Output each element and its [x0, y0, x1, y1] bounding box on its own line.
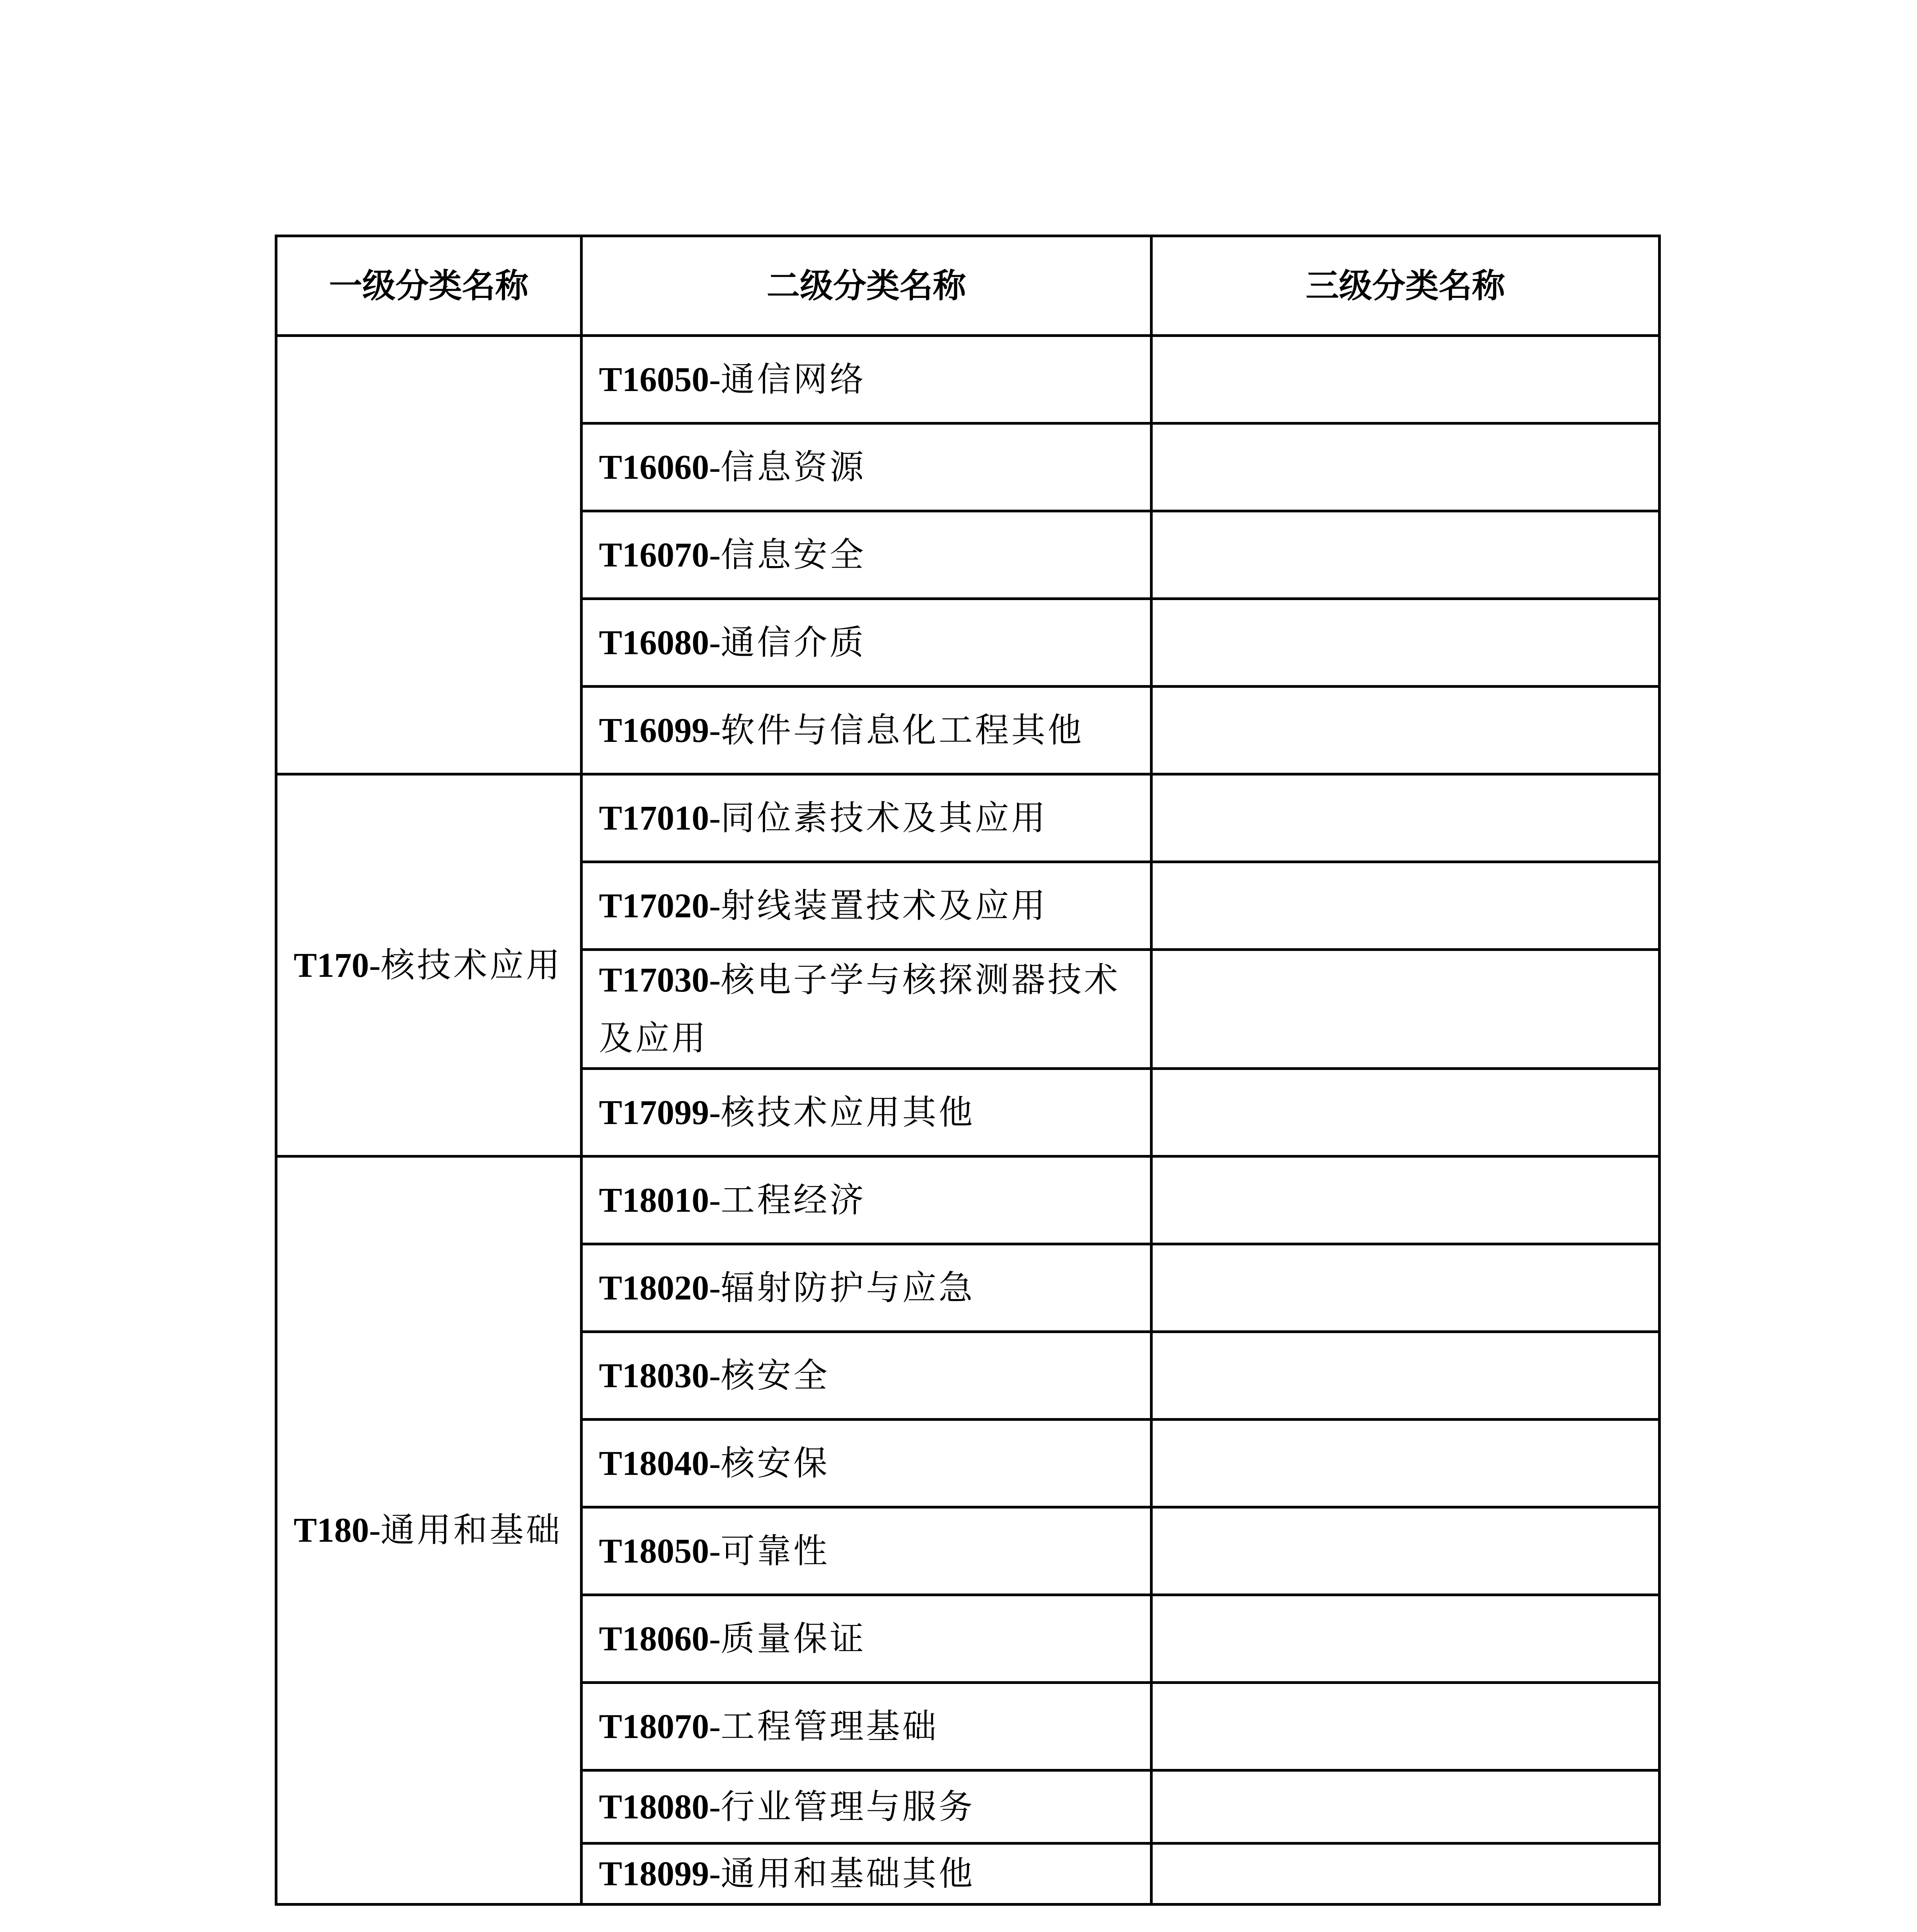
- level2-name: 核技术应用其他: [721, 1092, 975, 1132]
- level2-name: 质量保证: [721, 1618, 866, 1658]
- level3-cell: [1152, 1595, 1660, 1683]
- level2-cell: [582, 774, 1152, 862]
- level1-cell: [276, 1156, 582, 1905]
- level2-code: T18030: [599, 1356, 709, 1395]
- table-row: [276, 336, 1660, 423]
- level2-name: 核安保: [721, 1443, 830, 1483]
- level2-name: 同位素技术及其应用: [721, 798, 1048, 838]
- header-row: [276, 236, 1660, 336]
- table-row: [276, 1156, 1660, 1244]
- level3-cell: [1152, 1770, 1660, 1844]
- level2-code: T16050: [599, 360, 709, 399]
- level2-cell: [582, 862, 1152, 950]
- level2-name: 核电子学与核探测器技术及应用: [599, 960, 1121, 1058]
- separator: -: [709, 799, 721, 837]
- level2-cell: [582, 1332, 1152, 1420]
- header-level1: 一级分类名称: [276, 236, 582, 336]
- level2-cell: [582, 1770, 1152, 1844]
- separator: -: [709, 961, 721, 999]
- level2-cell: [582, 1420, 1152, 1507]
- separator: -: [709, 886, 721, 925]
- separator: -: [709, 1093, 721, 1132]
- level3-cell: [1152, 1507, 1660, 1595]
- level2-name: 工程管理基础: [721, 1706, 939, 1746]
- level1-name: 通用和基础: [381, 1510, 563, 1550]
- level2-code: T18010: [599, 1181, 709, 1219]
- level2-code: T17099: [599, 1093, 709, 1132]
- level2-cell: [582, 1156, 1152, 1244]
- level3-cell: [1152, 1420, 1660, 1507]
- level2-name: 信息安全: [721, 534, 866, 575]
- separator: -: [709, 1356, 721, 1395]
- level2-cell: [582, 423, 1152, 511]
- table-row: [276, 774, 1660, 862]
- level3-cell: [1152, 511, 1660, 599]
- level2-name: 可靠性: [721, 1531, 830, 1571]
- level3-cell: [1152, 1332, 1660, 1420]
- separator: -: [709, 1444, 721, 1483]
- level2-cell: [582, 1069, 1152, 1156]
- level2-name: 软件与信息化工程其他: [721, 710, 1084, 750]
- level1-code: T170: [294, 946, 369, 985]
- separator: -: [709, 448, 721, 486]
- level2-name: 工程经济: [721, 1180, 866, 1220]
- level3-cell: [1152, 687, 1660, 774]
- level2-code: T18040: [599, 1444, 709, 1483]
- separator: -: [709, 1787, 721, 1826]
- level2-code: T18070: [599, 1707, 709, 1746]
- level2-cell: [582, 1507, 1152, 1595]
- separator: -: [709, 1269, 721, 1307]
- level2-code: T18050: [599, 1532, 709, 1570]
- level2-code: T18020: [599, 1269, 709, 1307]
- level2-cell: [582, 511, 1152, 599]
- level3-cell: [1152, 862, 1660, 950]
- level2-code: T18099: [599, 1855, 709, 1893]
- level3-cell: [1152, 1683, 1660, 1770]
- classification-table: [275, 235, 1661, 1906]
- level2-code: T16060: [599, 448, 709, 486]
- level2-name: 通信介质: [721, 622, 866, 662]
- separator: -: [369, 946, 381, 985]
- level2-cell: [582, 950, 1152, 1069]
- level2-code: T18080: [599, 1787, 709, 1826]
- separator: -: [709, 1532, 721, 1570]
- level3-cell: [1152, 774, 1660, 862]
- level3-cell: [1152, 950, 1660, 1069]
- level2-cell: [582, 687, 1152, 774]
- separator: -: [709, 623, 721, 662]
- level1-cell-empty: [276, 336, 582, 774]
- level2-name: 行业管理与服务: [721, 1786, 975, 1827]
- level2-name: 射线装置技术及应用: [721, 885, 1048, 925]
- level2-cell: [582, 1595, 1152, 1683]
- header-level3: 三级分类名称: [1152, 236, 1660, 336]
- level2-name: 核安全: [721, 1355, 830, 1395]
- level2-code: T16070: [599, 536, 709, 574]
- level3-cell: [1152, 1244, 1660, 1332]
- level2-name: 辐射防护与应急: [721, 1267, 975, 1308]
- level2-cell: [582, 1844, 1152, 1905]
- level1-cell: [276, 774, 582, 1156]
- level3-cell: [1152, 1156, 1660, 1244]
- level2-code: T16080: [599, 623, 709, 662]
- level2-code: T17020: [599, 886, 709, 925]
- level2-code: T17030: [599, 961, 709, 999]
- separator: -: [709, 1855, 721, 1893]
- level2-code: T16099: [599, 711, 709, 750]
- header-level2: 二级分类名称: [582, 236, 1152, 336]
- separator: -: [709, 360, 721, 399]
- level1-name: 核技术应用: [381, 945, 563, 985]
- separator: -: [369, 1511, 381, 1549]
- level3-cell: [1152, 336, 1660, 423]
- level3-cell: [1152, 1069, 1660, 1156]
- level2-cell: [582, 1244, 1152, 1332]
- separator: -: [709, 536, 721, 574]
- level2-cell: [582, 336, 1152, 423]
- level2-name: 通信网络: [721, 359, 866, 399]
- separator: -: [709, 711, 721, 750]
- separator: -: [709, 1619, 721, 1658]
- separator: -: [709, 1707, 721, 1746]
- level2-code: T18060: [599, 1619, 709, 1658]
- level3-cell: [1152, 423, 1660, 511]
- level2-code: T17010: [599, 799, 709, 837]
- level3-cell: [1152, 599, 1660, 687]
- level3-cell: [1152, 1844, 1660, 1905]
- level2-name: 通用和基础其他: [721, 1854, 975, 1893]
- level1-code: T180: [294, 1511, 369, 1549]
- level2-name: 信息资源: [721, 447, 866, 487]
- separator: -: [709, 1181, 721, 1219]
- level2-cell: [582, 599, 1152, 687]
- level2-cell: [582, 1683, 1152, 1770]
